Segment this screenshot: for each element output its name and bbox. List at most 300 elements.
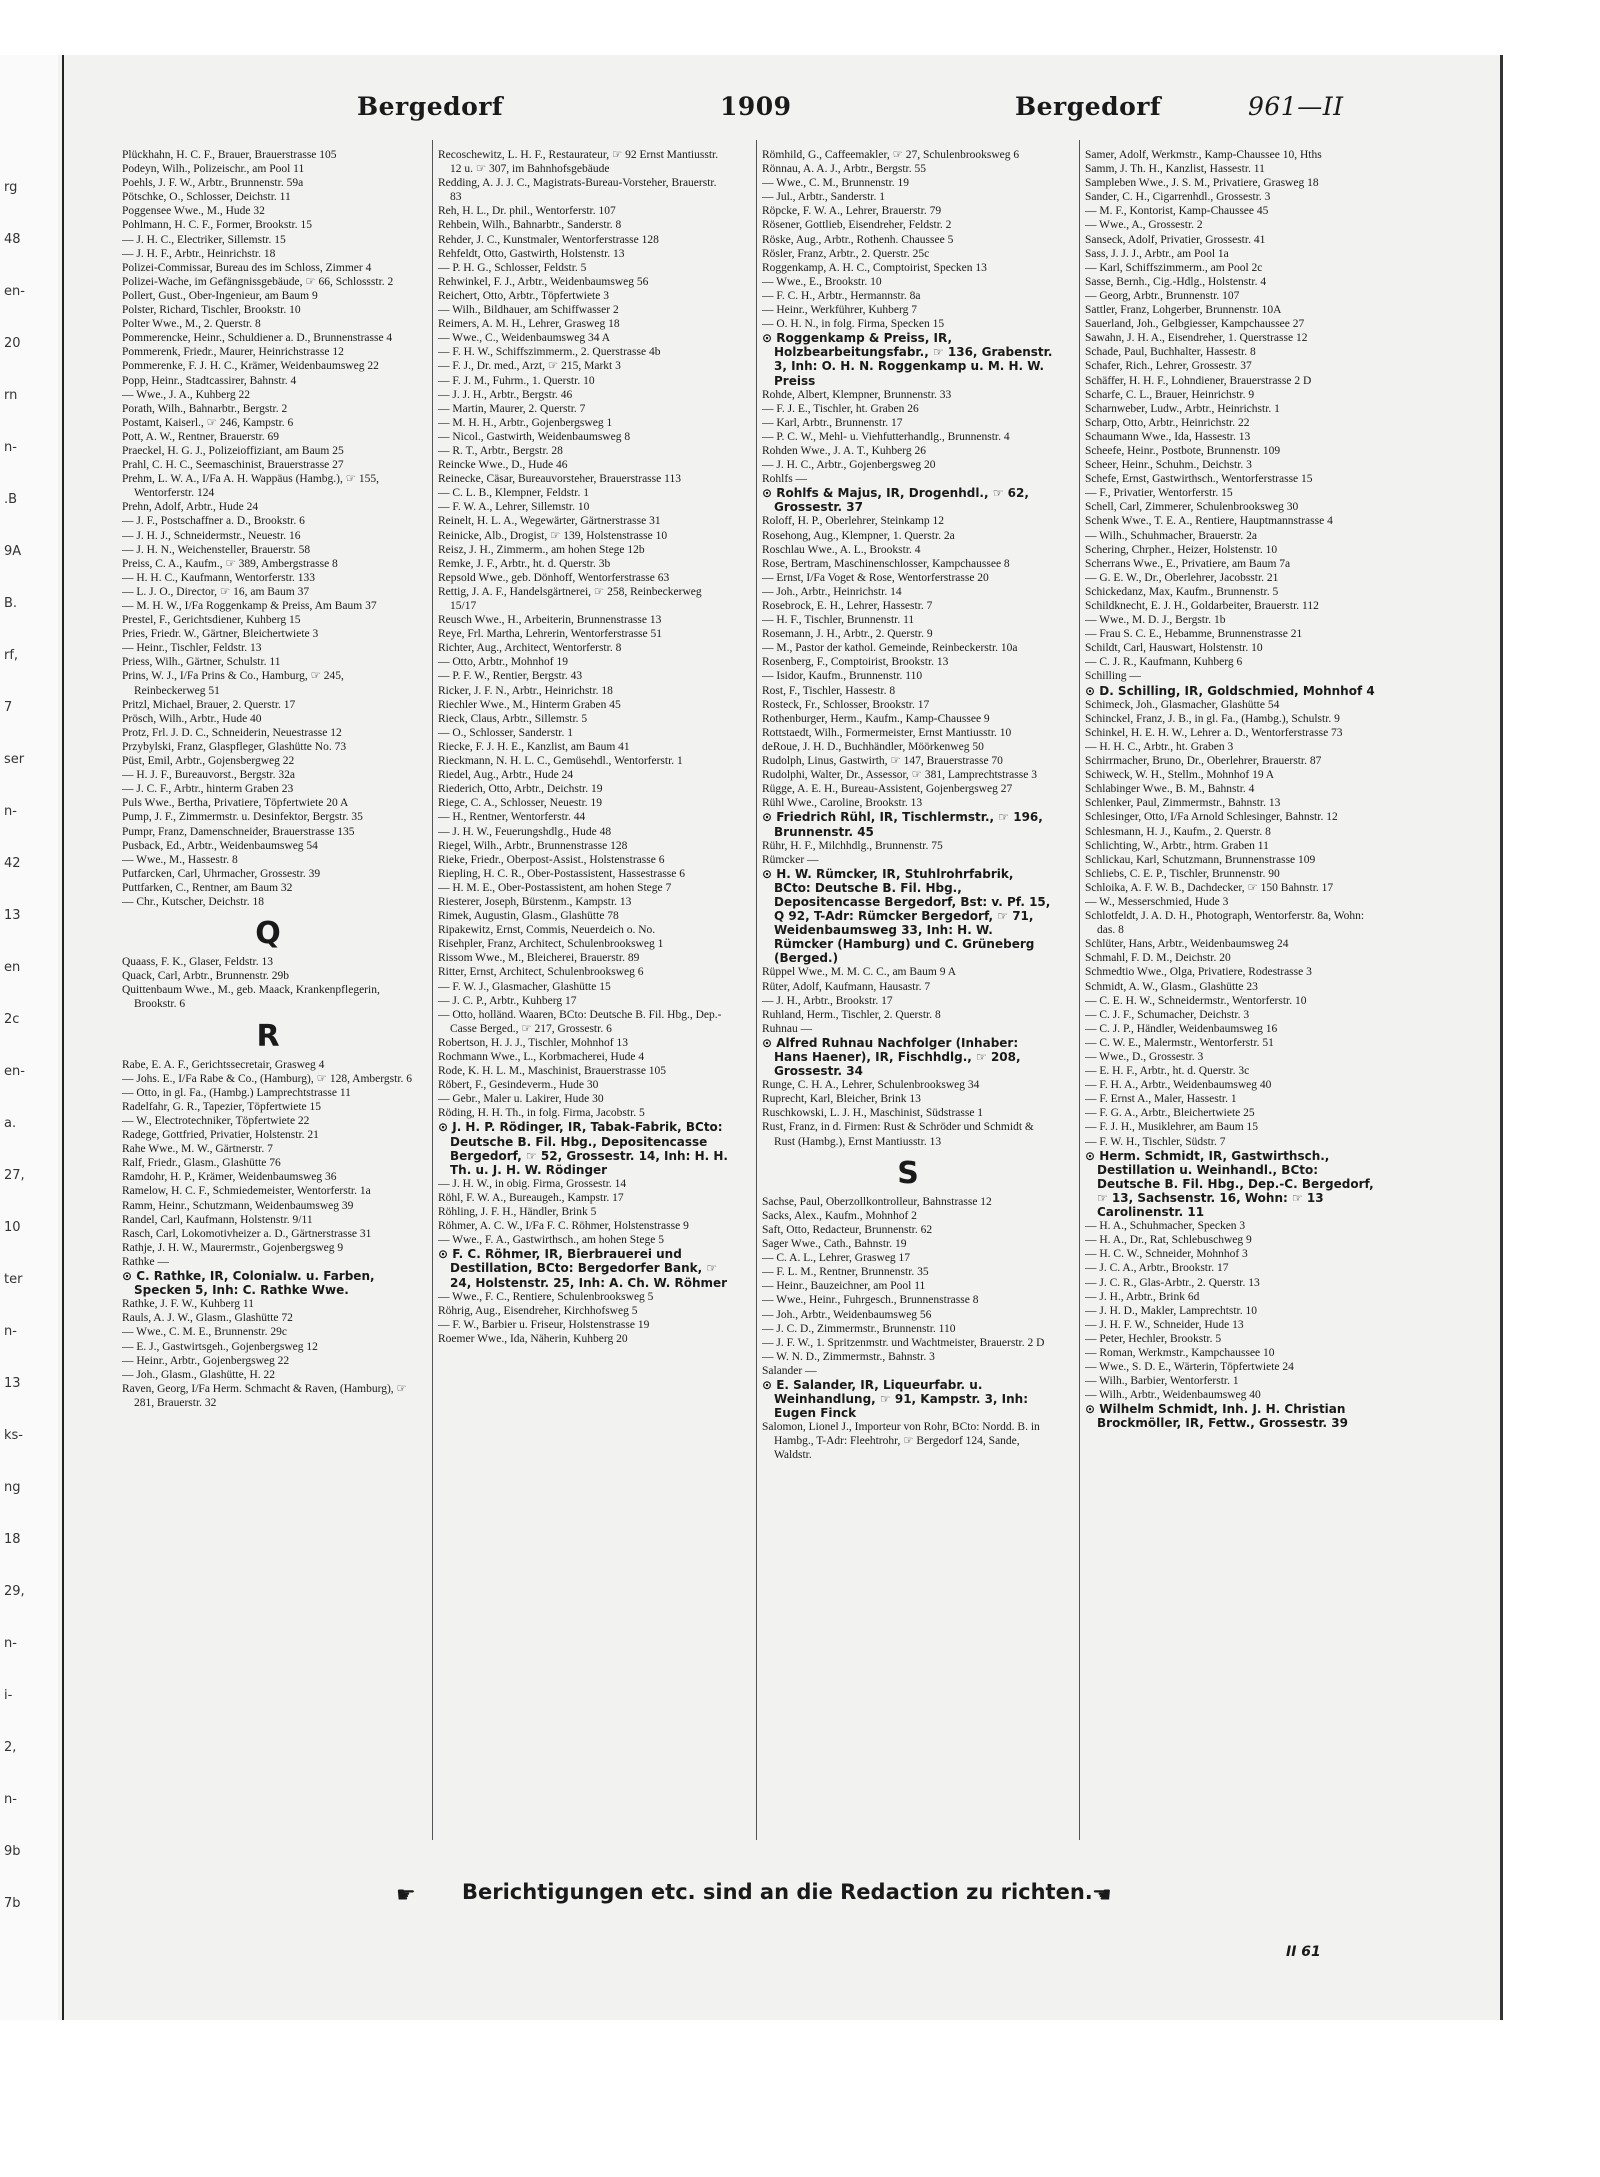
edge-fragment: 2, bbox=[4, 1740, 17, 1755]
directory-entry: — Heinr., Tischler, Feldstr. 13 bbox=[122, 642, 262, 655]
directory-entry: — J. H. D., Makler, Lamprechtstr. 10 bbox=[1085, 1304, 1258, 1317]
directory-entry: Ralf, Friedr., Glasm., Glashütte 76 bbox=[122, 1157, 281, 1170]
directory-entry: — Joh., Arbtr., Heinrichstr. 14 bbox=[762, 585, 902, 598]
directory-entry: — Otto, in gl. Fa., (Hambg.) Lamprechtstrasse 11 bbox=[122, 1086, 351, 1099]
edge-fragment: ng bbox=[4, 1480, 21, 1495]
directory-entry: Ruhnau — bbox=[762, 1022, 813, 1035]
directory-entry: Plückhahn, H. C. F., Brauer, Brauerstrasse 105 bbox=[122, 149, 337, 161]
directory-entry: — J. H. F. W., Schneider, Hude 13 bbox=[1085, 1318, 1244, 1331]
directory-entry: — F. Ernst A., Maler, Hassestr. 1 bbox=[1085, 1093, 1237, 1106]
directory-entry: ⊙ F. C. Röhmer, IR, Bierbrauerei und Destillation, BCto: Bergedorfer Bank, ☞ 24, Holstenstr. 25, Inh: A. Ch. W. Röhmer bbox=[438, 1247, 728, 1290]
directory-entry: Ruprecht, Karl, Bleicher, Brink 13 bbox=[762, 1093, 921, 1106]
directory-entry: Risehpler, Franz, Architect, Schulenbrooksweg 1 bbox=[438, 938, 664, 951]
directory-entry: Rust, Franz, in d. Firmen: Rust & Schröder und Schmidt & Rust (Hambg.), Ernst Mantiusstr. 13 bbox=[762, 1121, 1034, 1148]
directory-entry: Schmidt, A. W., Glasm., Glashütte 23 bbox=[1085, 980, 1258, 993]
directory-entry: Polizei-Wache, im Gefängnissgebäude, ☞ 66, Schlossstr. 2 bbox=[122, 275, 394, 288]
directory-entry: — H. F., Tischler, Brunnenstr. 11 bbox=[762, 614, 915, 627]
directory-entry: — C. A. L., Lehrer, Grasweg 17 bbox=[762, 1252, 911, 1265]
directory-entry: — Joh., Arbtr., Weidenbaumsweg 56 bbox=[762, 1308, 932, 1321]
directory-entry: Samm, J. Th. H., Kanzlist, Hassestr. 11 bbox=[1085, 163, 1265, 176]
directory-entry: Roggenkamp, A. H. C., Comptoirist, Specken 13 bbox=[762, 261, 987, 274]
edge-fragment: B. bbox=[4, 596, 18, 611]
directory-column-2 bbox=[438, 148, 730, 1838]
edge-fragment: 2c bbox=[4, 1012, 20, 1027]
directory-entry: Schinkel, H. E. H. W., Lehrer a. D., Wentorferstrasse 73 bbox=[1085, 726, 1343, 739]
directory-entry: Reh, H. L., Dr. phil., Wentorferstr. 107 bbox=[438, 205, 616, 218]
directory-entry: — F. C. H., Arbtr., Hermannstr. 8a bbox=[762, 289, 921, 302]
directory-entry: — M. F., Kontorist, Kamp-Chaussee 45 bbox=[1085, 205, 1269, 218]
directory-entry: ⊙ Rohlfs & Majus, IR, Drogenhdl., ☞ 62, Grossestr. 37 bbox=[762, 486, 1029, 515]
directory-entry: — H., Rentner, Wentorferstr. 44 bbox=[438, 811, 586, 824]
directory-entry: Scheer, Heinr., Schuhm., Deichstr. 3 bbox=[1085, 459, 1252, 472]
directory-entry: Saft, Otto, Redacteur, Brunnenstr. 62 bbox=[762, 1223, 933, 1236]
directory-entry: Reinecke, Cäsar, Bureauvorsteher, Brauerstrasse 113 bbox=[438, 473, 681, 486]
directory-entry: Röhl, F. W. A., Bureaugeh., Kampstr. 17 bbox=[438, 1191, 624, 1204]
directory-entry: — C. W. E., Malermstr., Wentorferstr. 51 bbox=[1085, 1036, 1274, 1049]
directory-entry: Rehwinkel, F. J., Arbtr., Weidenbaumsweg 56 bbox=[438, 275, 649, 288]
directory-column-4 bbox=[1085, 148, 1377, 1838]
directory-entry: Recoschewitz, L. H. F., Restaurateur, ☞ 92 Ernst Mantiusstr. 12 u. ☞ 307, im Bahnhofsgebäude bbox=[438, 149, 719, 176]
directory-entry: Schlotfeldt, J. A. D. H., Photograph, Wentorferstr. 8a, Wohn: das. 8 bbox=[1085, 910, 1365, 937]
directory-entry: Puttfarken, C., Rentner, am Baum 32 bbox=[122, 881, 293, 894]
directory-entry: Reusch Wwe., H., Arbeiterin, Brunnenstrasse 13 bbox=[438, 614, 662, 627]
directory-entry: Rügge, A. E. H., Bureau-Assistent, Gojenbergsweg 27 bbox=[762, 783, 1013, 796]
edge-fragment: rn bbox=[4, 388, 18, 403]
directory-entry: Schickedanz, Max, Kaufm., Brunnenstr. 5 bbox=[1085, 585, 1279, 598]
directory-entry: — H. J. F., Bureauvorst., Bergstr. 32a bbox=[122, 769, 295, 782]
directory-entry: — Wwe., E., Brookstr. 10 bbox=[762, 275, 882, 288]
directory-entry: Repsold Wwe., geb. Dönhoff, Wentorferstrasse 63 bbox=[438, 571, 670, 584]
footer-notice bbox=[0, 1880, 1600, 1910]
directory-entry: — L. J. O., Director, ☞ 16, am Baum 37 bbox=[122, 585, 310, 598]
directory-entry: Rabe, E. A. F., Gerichtssecretair, Grasweg 4 bbox=[122, 1058, 325, 1071]
directory-entry: Polter Wwe., M., 2. Querstr. 8 bbox=[122, 318, 261, 331]
directory-entry: Rode, K. H. L. M., Maschinist, Brauerstrasse 105 bbox=[438, 1065, 667, 1078]
directory-entry: Schilling — bbox=[1085, 670, 1141, 683]
directory-entry: Roschlau Wwe., A. L., Brookstr. 4 bbox=[762, 543, 921, 556]
directory-entry: — F. W. A., Lehrer, Sillemstr. 10 bbox=[438, 501, 590, 514]
directory-entry: Redding, A. J. J. C., Magistrats-Bureau-Vorsteher, Brauerstr. 83 bbox=[438, 177, 717, 204]
directory-entry: Schäffer, H. H. F., Lohndiener, Brauerstrasse 2 D bbox=[1085, 374, 1312, 387]
edge-fragment: n- bbox=[4, 440, 17, 455]
directory-entry: — J. C. R., Glas-Arbtr., 2. Querstr. 13 bbox=[1085, 1276, 1260, 1289]
directory-entry: Ruhland, Herm., Tischler, 2. Querstr. 8 bbox=[762, 1008, 941, 1021]
directory-entry: Schlichting, W., Arbtr., htrm. Graben 11 bbox=[1085, 839, 1269, 852]
directory-entry: Rauls, A. J. W., Glasm., Glashütte 72 bbox=[122, 1312, 293, 1325]
directory-entry: — C. L. B., Klempner, Feldstr. 1 bbox=[438, 487, 589, 500]
directory-entry: — F. J., Dr. med., Arzt, ☞ 215, Markt 3 bbox=[438, 360, 621, 373]
directory-entry: — Chr., Kutscher, Deichstr. 18 bbox=[122, 895, 264, 908]
directory-entry: — P. F. W., Rentier, Bergstr. 43 bbox=[438, 670, 583, 683]
edge-fragment: i- bbox=[4, 1688, 13, 1703]
directory-entry: Schlüter, Hans, Arbtr., Weidenbaumsweg 24 bbox=[1085, 938, 1289, 951]
header-year: 1909 bbox=[720, 92, 792, 121]
edge-fragment: 9A bbox=[4, 544, 22, 559]
directory-entry: Ritter, Ernst, Architect, Schulenbrooksweg 6 bbox=[438, 966, 644, 979]
directory-entry: Roemer Wwe., Ida, Näherin, Kuhberg 20 bbox=[438, 1332, 628, 1345]
spine-rule bbox=[62, 55, 64, 2020]
directory-entry: Reinicke, Alb., Drogist, ☞ 139, Holstenstrasse 10 bbox=[438, 529, 668, 542]
directory-entry: — H. A., Dr., Rat, Schlebuschweg 9 bbox=[1085, 1234, 1252, 1247]
directory-entry: Rissom Wwe., M., Bleicherei, Brauerstr. 89 bbox=[438, 952, 640, 965]
edge-fragment: en bbox=[4, 960, 21, 975]
directory-entry: Rost, F., Tischler, Hassestr. 8 bbox=[762, 684, 896, 697]
directory-entry: Sanseck, Adolf, Privatier, Grossestr. 41 bbox=[1085, 233, 1266, 246]
directory-entry: Pump, J. F., Zimmermstr. u. Desinfektor, Bergstr. 35 bbox=[122, 811, 363, 824]
column-rule bbox=[756, 140, 757, 1840]
directory-entry: — M., Pastor der kathol. Gemeinde, Reinbeckerstr. 10a bbox=[762, 642, 1018, 655]
directory-entry: — J. H. W., Feuerungshdlg., Hude 48 bbox=[438, 825, 612, 838]
directory-entry: — J. H. J., Schneidermstr., Neuestr. 16 bbox=[122, 529, 301, 542]
directory-entry: Schenk Wwe., T. E. A., Rentiere, Hauptmannstrasse 4 bbox=[1085, 515, 1333, 528]
directory-entry: Rasch, Carl, Lokomotivheizer a. D., Gärtnerstrasse 31 bbox=[122, 1227, 372, 1240]
directory-entry: Richter, Aug., Architect, Wentorferstr. 8 bbox=[438, 642, 622, 655]
directory-entry: Scheefe, Heinr., Postbote, Brunnenstr. 109 bbox=[1085, 444, 1281, 457]
directory-entry: — O., Schlosser, Sanderstr. 1 bbox=[438, 726, 573, 739]
directory-entry: Schmahl, F. D. M., Deichstr. 20 bbox=[1085, 952, 1231, 965]
directory-entry: Schafer, Rich., Lehrer, Grossestr. 37 bbox=[1085, 360, 1252, 373]
directory-entry: Putfarcken, Carl, Uhrmacher, Grossestr. 39 bbox=[122, 867, 321, 880]
directory-entry: Schlesinger, Otto, I/Fa Arnold Schlesinger, Bahnstr. 12 bbox=[1085, 811, 1338, 824]
directory-entry: — P. C. W., Mehl- u. Viehfutterhandlg., Brunnenstr. 4 bbox=[762, 430, 1010, 443]
directory-entry: Ramm, Heinr., Schutzmann, Weidenbaumsweg 39 bbox=[122, 1199, 354, 1212]
edge-fragment: ks- bbox=[4, 1428, 23, 1443]
directory-entry: — Frau S. C. E., Hebamme, Brunnenstrasse 21 bbox=[1085, 628, 1303, 641]
edge-fragment: en- bbox=[4, 1064, 25, 1079]
directory-entry: Sawahn, J. H. A., Eisendreher, 1. Querstrasse 12 bbox=[1085, 332, 1308, 345]
directory-entry: — Wilh., Bildhauer, am Schiffwasser 2 bbox=[438, 304, 619, 317]
directory-entry: Rehbein, Wilh., Bahnarbtr., Sanderstr. 8 bbox=[438, 219, 622, 232]
directory-entry: Ricker, J. F. N., Arbtr., Heinrichstr. 18 bbox=[438, 684, 613, 697]
directory-entry: Reye, Frl. Martha, Lehrerin, Wentorferstrasse 51 bbox=[438, 628, 662, 641]
directory-entry: — Joh., Glasm., Glashütte, H. 22 bbox=[122, 1368, 276, 1381]
directory-entry: Rümcker — bbox=[762, 853, 819, 866]
directory-entry: — C. J. P., Händler, Weidenbaumsweg 16 bbox=[1085, 1022, 1278, 1035]
directory-entry: — J. C. F., Arbtr., hinterm Graben 23 bbox=[122, 783, 294, 796]
directory-entry: Sattler, Franz, Lohgerber, Brunnenstr. 10A bbox=[1085, 304, 1282, 317]
directory-entry: — W. N. D., Zimmermstr., Bahnstr. 3 bbox=[762, 1350, 935, 1363]
directory-entry: Rösener, Gottlieb, Eisendreher, Feldstr. 2 bbox=[762, 219, 952, 232]
directory-entry: Scharp, Otto, Arbtr., Heinrichstr. 22 bbox=[1085, 416, 1250, 429]
directory-entry: — Peter, Hechler, Brookstr. 5 bbox=[1085, 1332, 1222, 1345]
directory-entry: Schlesmann, H. J., Kaufm., 2. Querstr. 8 bbox=[1085, 825, 1271, 838]
directory-entry: Remke, J. F., Arbtr., ht. d. Querstr. 3b bbox=[438, 557, 611, 570]
section-letter: Q bbox=[255, 916, 281, 952]
edge-fragment: 7b bbox=[4, 1896, 21, 1911]
directory-entry: Schildknecht, E. J. H., Goldarbeiter, Brauerstr. 112 bbox=[1085, 600, 1319, 612]
directory-entry: Radege, Gottfried, Privatier, Holstenstr. 21 bbox=[122, 1129, 319, 1142]
directory-entry: Prestel, F., Gerichtsdiener, Kuhberg 15 bbox=[122, 614, 301, 627]
directory-entry: — J. H., Arbtr., Brookstr. 17 bbox=[762, 994, 893, 1007]
directory-entry: Riedel, Aug., Arbtr., Hude 24 bbox=[438, 769, 574, 782]
directory-entry: Schaumann Wwe., Ida, Hassestr. 13 bbox=[1085, 430, 1251, 443]
directory-entry: Schering, Chrpher., Heizer, Holstenstr. 10 bbox=[1085, 543, 1278, 556]
directory-entry: Rathke — bbox=[122, 1255, 169, 1268]
directory-entry: — H. H. C., Kaufmann, Wentorferstr. 133 bbox=[122, 571, 316, 584]
directory-entry: Samer, Adolf, Werkmstr., Kamp-Chaussee 10, Hths bbox=[1085, 149, 1322, 161]
directory-entry: — Wwe., Heinr., Fuhrgesch., Brunnenstrasse 8 bbox=[762, 1294, 979, 1307]
directory-entry: — J. C. P., Arbtr., Kuhberg 17 bbox=[438, 994, 577, 1007]
directory-entry: — W., Messerschmied, Hude 3 bbox=[1085, 895, 1229, 908]
directory-entry: Schliebs, C. E. P., Tischler, Brunnenstr. 90 bbox=[1085, 867, 1280, 880]
directory-entry: — Jul., Arbtr., Sanderstr. 1 bbox=[762, 191, 885, 204]
directory-entry: Ramelow, H. C. F., Schmiedemeister, Wentorferstr. 1a bbox=[122, 1185, 371, 1198]
directory-entry: Priess, Wilh., Gärtner, Schulstr. 11 bbox=[122, 656, 281, 669]
pointing-hand-icon: ☛ bbox=[396, 1882, 416, 1907]
directory-entry: Rettig, J. A. F., Handelsgärtnerei, ☞ 258, Reinbeckerweg 15/17 bbox=[438, 585, 702, 612]
directory-entry: Rehfeldt, Otto, Gastwirth, Holstenstr. 13 bbox=[438, 247, 625, 260]
directory-entry: Salander — bbox=[762, 1364, 817, 1377]
directory-entry: Pusback, Ed., Arbtr., Weidenbaumsweg 54 bbox=[122, 839, 318, 852]
directory-entry: Rosteck, Fr., Schlosser, Brookstr. 17 bbox=[762, 698, 930, 711]
directory-entry: Poehls, J. F. W., Arbtr., Brunnenstr. 59a bbox=[122, 177, 304, 190]
directory-entry: Schiweck, W. H., Stellm., Mohnhof 19 A bbox=[1085, 769, 1275, 782]
directory-entry: Rudolphi, Walter, Dr., Assessor, ☞ 381, Lamprechtstrasse 3 bbox=[762, 769, 1037, 782]
directory-entry: — Wwe., C. M., Brunnenstr. 19 bbox=[762, 177, 910, 190]
directory-entry: Schade, Paul, Buchhalter, Hassestr. 8 bbox=[1085, 346, 1256, 359]
directory-entry: Rohde, Albert, Klempner, Brunnenstr. 33 bbox=[762, 388, 952, 401]
directory-entry: — M. H. W., I/Fa Roggenkamp & Preiss, Am Baum 37 bbox=[122, 600, 377, 612]
directory-entry: Rosemann, J. H., Arbtr., 2. Querstr. 9 bbox=[762, 628, 933, 641]
directory-entry: Pumpr, Franz, Damenschneider, Brauerstrasse 135 bbox=[122, 825, 355, 838]
directory-entry: Przybylski, Franz, Glaspfleger, Glashütte No. 73 bbox=[122, 740, 347, 753]
directory-entry: Raven, Georg, I/Fa Herm. Schmacht & Raven, (Hamburg), ☞ 281, Brauerstr. 32 bbox=[122, 1382, 407, 1409]
directory-entry: Rohden Wwe., J. A. T., Kuhberg 26 bbox=[762, 444, 926, 457]
directory-entry: Pommerenke, F. J. H. C., Krämer, Weidenbaumsweg 22 bbox=[122, 360, 379, 373]
directory-entry: Rüppel Wwe., M. M. C. C., am Baum 9 A bbox=[762, 966, 957, 979]
section-letter: R bbox=[256, 1018, 280, 1054]
right-page-border bbox=[1500, 55, 1503, 2020]
directory-entry: Riecke, F. J. H. E., Kanzlist, am Baum 41 bbox=[438, 740, 630, 753]
directory-entry: deRoue, J. H. D., Buchhändler, Möörkenweg 50 bbox=[762, 740, 984, 753]
directory-entry: — F. J. M., Fuhrm., 1. Querstr. 10 bbox=[438, 374, 595, 387]
directory-entry: — F. J. E., Tischler, ht. Graben 26 bbox=[762, 402, 919, 415]
edge-fragment: n- bbox=[4, 1324, 17, 1339]
edge-fragment: 13 bbox=[4, 908, 21, 923]
directory-entry: Rüter, Adolf, Kaufmann, Hausastr. 7 bbox=[762, 980, 931, 993]
directory-entry: Rieckmann, N. H. L. C., Gemüsehdl., Wentorferstr. 1 bbox=[438, 755, 683, 768]
directory-entry: — J. C. D., Zimmermstr., Brunnenstr. 110 bbox=[762, 1322, 956, 1335]
directory-entry: — Wilh., Arbtr., Weidenbaumsweg 40 bbox=[1085, 1389, 1261, 1402]
directory-entry: Rieck, Claus, Arbtr., Sillemstr. 5 bbox=[438, 712, 588, 725]
directory-entry: — Heinr., Arbtr., Gojenbergsweg 22 bbox=[122, 1354, 290, 1367]
directory-entry: Protz, Frl. J. D. C., Schneiderin, Neuestrasse 12 bbox=[122, 726, 342, 739]
directory-entry: Röske, Aug., Arbtr., Rothenh. Chaussee 5 bbox=[762, 233, 954, 246]
directory-entry: — Wwe., M. D. J., Bergstr. 1b bbox=[1085, 614, 1226, 627]
directory-entry: — G. E. W., Dr., Oberlehrer, Jacobsstr. 21 bbox=[1085, 571, 1279, 584]
directory-entry: ⊙ D. Schilling, IR, Goldschmied, Mohnhof 4 bbox=[1085, 683, 1375, 698]
directory-entry: Schell, Carl, Zimmerer, Schulenbrooksweg 30 bbox=[1085, 501, 1299, 514]
directory-entry: ⊙ Friedrich Rühl, IR, Tischlermstr., ☞ 196, Brunnenstr. 45 bbox=[762, 810, 1043, 839]
directory-entry: — J. H. C., Electriker, Sillemstr. 15 bbox=[122, 233, 286, 246]
directory-entry: — Wwe., M., Hassestr. 8 bbox=[122, 853, 238, 866]
directory-entry: Riegel, Wilh., Arbtr., Brunnenstrasse 128 bbox=[438, 839, 628, 852]
directory-entry: — C. J. R., Kaufmann, Kuhberg 6 bbox=[1085, 656, 1243, 669]
directory-entry: Sachse, Paul, Oberzollkontrolleur, Bahnstrasse 12 bbox=[762, 1195, 992, 1208]
directory-entry: Röpcke, F. W. A., Lehrer, Brauerstr. 79 bbox=[762, 205, 942, 218]
edge-fragment: 9b bbox=[4, 1844, 21, 1859]
directory-entry: Riechler Wwe., M., Hinterm Graben 45 bbox=[438, 698, 621, 711]
directory-entry: — Wwe., F. C., Rentiere, Schulenbrooksweg 5 bbox=[438, 1290, 654, 1303]
directory-entry: Rosebrock, E. H., Lehrer, Hassestr. 7 bbox=[762, 600, 933, 612]
directory-entry: Roloff, H. P., Oberlehrer, Steinkamp 12 bbox=[762, 515, 945, 528]
edge-fragment: ter bbox=[4, 1272, 23, 1287]
directory-entry: ⊙ C. Rathke, IR, Colonialw. u. Farben, Specken 5, Inh: C. Rathke Wwe. bbox=[122, 1269, 375, 1298]
directory-entry: — H. A., Schuhmacher, Specken 3 bbox=[1085, 1220, 1246, 1233]
directory-entry: — Wwe., S. D. E., Wärterin, Töpfertwiete 24 bbox=[1085, 1361, 1294, 1374]
directory-entry: — F. J. H., Musiklehrer, am Baum 15 bbox=[1085, 1121, 1259, 1134]
directory-entry: Rochmann Wwe., L., Korbmacherei, Hude 4 bbox=[438, 1051, 645, 1063]
directory-entry: ⊙ Roggenkamp & Preiss, IR, Holzbearbeitungsfabr., ☞ 136, Grabenstr. 3, Inh: O. H. N. Roggenkamp u. M. H. W. Preiss bbox=[762, 331, 1053, 388]
directory-entry: Reisz, J. H., Zimmerm., am hohen Stege 12b bbox=[438, 543, 645, 556]
directory-entry: Poggensee Wwe., M., Hude 32 bbox=[122, 205, 265, 218]
directory-entry: — M. H. H., Arbtr., Gojenbergsweg 1 bbox=[438, 416, 613, 429]
directory-entry: Rühl Wwe., Caroline, Brookstr. 13 bbox=[762, 797, 923, 810]
directory-entry: ⊙ E. Salander, IR, Liqueurfabr. u. Weinhandlung, ☞ 91, Kampstr. 3, Inh: Eugen Finck bbox=[762, 1377, 1029, 1421]
directory-entry: Polizei-Commissar, Bureau des im Schloss, Zimmer 4 bbox=[122, 261, 372, 274]
directory-entry: Reincke Wwe., D., Hude 46 bbox=[438, 459, 568, 472]
directory-entry: — J. C. A., Arbtr., Brookstr. 17 bbox=[1085, 1262, 1229, 1275]
directory-entry: — F. W., Barbier u. Friseur, Holstenstrasse 19 bbox=[438, 1318, 650, 1331]
directory-entry: — Wwe., D., Grossestr. 3 bbox=[1085, 1051, 1204, 1063]
directory-entry: Sager Wwe., Cath., Bahnstr. 19 bbox=[762, 1238, 907, 1251]
directory-entry: Randel, Carl, Kaufmann, Holstenstr. 9/11 bbox=[122, 1213, 313, 1226]
directory-entry: — H. M. E., Ober-Postassistent, am hohen Stege 7 bbox=[438, 881, 672, 894]
directory-entry: Reichert, Otto, Arbtr., Töpfertwiete 3 bbox=[438, 289, 609, 302]
directory-entry: — Wilh., Schuhmacher, Brauerstr. 2a bbox=[1085, 529, 1257, 542]
directory-entry: Sauerland, Joh., Gelbgiesser, Kampchaussee 27 bbox=[1085, 318, 1305, 331]
directory-entry: — J. F. W., 1. Spritzenmstr. und Wachtmeister, Brauerstr. 2 D bbox=[762, 1336, 1045, 1349]
directory-entry: — Wwe., F. A., Gastwirthsch., am hohen Stege 5 bbox=[438, 1234, 664, 1247]
edge-fragment: .B bbox=[4, 492, 18, 507]
directory-entry: — H. C. W., Schneider, Mohnhof 3 bbox=[1085, 1248, 1248, 1261]
directory-entry: Robertson, H. J. J., Tischler, Mohnhof 13 bbox=[438, 1036, 628, 1049]
directory-entry: Runge, C. H. A., Lehrer, Schulenbrooksweg 34 bbox=[762, 1079, 980, 1092]
directory-entry: Rieke, Friedr., Oberpost-Assist., Holstenstrasse 6 bbox=[438, 853, 665, 866]
edge-fragment: rg bbox=[4, 180, 18, 195]
directory-entry: ⊙ Herm. Schmidt, IR, Gastwirthsch., Destillation u. Weinhandl., BCto: Deutsche B. Fil. Hbg., Dep.-C. Bergedorf, ☞ 13, Sachsenstr. 16, Wohn: ☞ 13 Carolinenstr. 11 bbox=[1085, 1148, 1374, 1220]
directory-entry: — F. W. J., Glasmacher, Glashütte 15 bbox=[438, 980, 611, 993]
directory-entry: Reinelt, H. L. A., Wegewärter, Gärtnerstrasse 31 bbox=[438, 515, 661, 528]
directory-entry: — F. L. M., Rentner, Brunnenstr. 35 bbox=[762, 1266, 929, 1279]
directory-entry: — Roman, Werkmstr., Kampchaussee 10 bbox=[1085, 1346, 1275, 1359]
directory-entry: — Georg, Arbtr., Brunnenstr. 107 bbox=[1085, 289, 1240, 302]
directory-entry: — E. J., Gastwirtsgeh., Gojenbergsweg 12 bbox=[122, 1340, 318, 1353]
directory-entry: — F., Privatier, Wentorferstr. 15 bbox=[1085, 487, 1233, 500]
directory-entry: Puls Wwe., Bertha, Privatiere, Töpfertwiete 20 A bbox=[122, 797, 349, 810]
directory-entry: Prehn, Adolf, Arbtr., Hude 24 bbox=[122, 501, 259, 514]
directory-entry: Schirrmacher, Bruno, Dr., Oberlehrer, Brauerstr. 87 bbox=[1085, 755, 1322, 768]
directory-entry: Sacks, Alex., Kaufm., Mohnhof 2 bbox=[762, 1209, 917, 1222]
directory-entry: Rothenburger, Herm., Kaufm., Kamp-Chaussee 9 bbox=[762, 712, 990, 725]
directory-entry: — Karl, Schiffszimmerm., am Pool 2c bbox=[1085, 261, 1263, 274]
edge-fragment: 18 bbox=[4, 1532, 21, 1547]
directory-entry: Rönnau, A. A. J., Arbtr., Bergstr. 55 bbox=[762, 163, 926, 176]
column-rule bbox=[432, 140, 433, 1840]
edge-fragment: n- bbox=[4, 804, 17, 819]
directory-entry: Sander, C. H., Cigarrenhdl., Grossestr. 3 bbox=[1085, 191, 1271, 204]
directory-entry: Reimers, A. M. H., Lehrer, Grasweg 18 bbox=[438, 318, 620, 331]
directory-entry: Rösler, Franz, Arbtr., 2. Querstr. 25c bbox=[762, 247, 930, 260]
directory-entry: Riege, C. A., Schlosser, Neuestr. 19 bbox=[438, 797, 603, 810]
edge-fragment: 13 bbox=[4, 1376, 21, 1391]
edge-fragment: en- bbox=[4, 284, 25, 299]
directory-entry: Rose, Bertram, Maschinenschlosser, Kampchaussee 8 bbox=[762, 557, 1010, 570]
directory-entry: ⊙ H. W. Rümcker, IR, Stuhlrohrfabrik, BCto: Deutsche B. Fil. Hbg., Depositencasse Bergedorf, Bst: v. Pf. 15, Q 92, T-Adr: Rümcker Bergedorf, ☞ 71, Weidenbaumsweg 33, Inh: H. W. Rümcker (Hamburg) und C. Grüneberg (Berged.) bbox=[762, 866, 1051, 966]
edge-fragment: 20 bbox=[4, 336, 21, 351]
directory-entry: — F. W. H., Tischler, Südstr. 7 bbox=[1085, 1135, 1226, 1148]
edge-fragment: 29, bbox=[4, 1584, 25, 1599]
directory-entry: Schlickau, Karl, Schutzmann, Brunnenstrasse 109 bbox=[1085, 853, 1316, 866]
directory-entry: — Wilh., Barbier, Wentorferstr. 1 bbox=[1085, 1375, 1239, 1388]
directory-entry: Rohlfs — bbox=[762, 473, 808, 486]
directory-entry: — E. H. F., Arbtr., ht. d. Querstr. 3c bbox=[1085, 1065, 1250, 1078]
edge-fragment: a. bbox=[4, 1116, 17, 1131]
directory-entry: — J. F., Postschaffner a. D., Brookstr. 6 bbox=[122, 515, 305, 528]
header-page-number: 961—II bbox=[1248, 92, 1344, 121]
directory-entry: — H. H. C., Arbtr., ht. Graben 3 bbox=[1085, 740, 1234, 753]
directory-entry: ⊙ Wilhelm Schmidt, Inh. J. H. Christian Brockmöller, IR, Fettw., Grossestr. 39 bbox=[1085, 1402, 1348, 1431]
directory-entry: Röhmer, A. C. W., I/Fa F. C. Röhmer, Holstenstrasse 9 bbox=[438, 1220, 689, 1233]
directory-entry: Röhling, J. F. H., Händler, Brink 5 bbox=[438, 1206, 597, 1219]
directory-entry: Rottstaedt, Wilh., Formermeister, Ernst Mantiusstr. 10 bbox=[762, 726, 1012, 739]
directory-entry: Röding, H. H. Th., in folg. Firma, Jacobstr. 5 bbox=[438, 1107, 645, 1120]
directory-entry: Riederich, Otto, Arbtr., Deichstr. 19 bbox=[438, 783, 603, 796]
directory-entry: Prins, W. J., I/Fa Prins & Co., Hamburg, ☞ 245, Reinbeckerweg 51 bbox=[122, 670, 344, 697]
directory-entry: Praeckel, H. G. J., Polizeioffiziant, am Baum 25 bbox=[122, 444, 344, 457]
directory-entry: Riepling, H. C. R., Ober-Postassistent, Hassestrasse 6 bbox=[438, 867, 686, 880]
directory-entry: Prahl, C. H. C., Seemaschinist, Brauerstrasse 27 bbox=[122, 459, 344, 472]
directory-entry: Postamt, Kaiserl., ☞ 246, Kampstr. 6 bbox=[122, 416, 294, 429]
directory-entry: Sampleben Wwe., J. S. M., Privatiere, Grasweg 18 bbox=[1085, 177, 1319, 190]
directory-entry: Riesterer, Joseph, Bürstenm., Kampstr. 13 bbox=[438, 895, 632, 908]
directory-entry: — Heinr., Bauzeichner, am Pool 11 bbox=[762, 1280, 926, 1293]
directory-entry: — J. H. W., in obig. Firma, Grossestr. 14 bbox=[438, 1177, 627, 1190]
header-place-left: Bergedorf bbox=[357, 92, 504, 121]
directory-entry: — Otto, holländ. Waaren, BCto: Deutsche B. Fil. Hbg., Dep.-Casse Berged., ☞ 217, Grossestr. 6 bbox=[438, 1008, 722, 1035]
directory-entry: Scharnweber, Ludw., Arbtr., Heinrichstr. 1 bbox=[1085, 402, 1280, 415]
edge-fragment: 42 bbox=[4, 856, 21, 871]
directory-entry: Quack, Carl, Arbtr., Brunnenstr. 29b bbox=[122, 970, 290, 983]
directory-entry: Rathje, J. H. W., Maurermstr., Gojenbergsweg 9 bbox=[122, 1241, 344, 1254]
directory-entry: Schmedtio Wwe., Olga, Privatiere, Rodestrasse 3 bbox=[1085, 966, 1312, 979]
directory-entry: Polster, Richard, Tischler, Brookstr. 10 bbox=[122, 304, 301, 317]
directory-entry: — J. J. H., Arbtr., Bergstr. 46 bbox=[438, 388, 573, 401]
directory-entry: — J. H. C., Arbtr., Gojenbergsweg 20 bbox=[762, 459, 936, 472]
directory-column-1 bbox=[122, 148, 414, 1838]
directory-entry: ⊙ J. H. P. Rödinger, IR, Tabak-Fabrik, BCto: Deutsche B. Fil. Hbg., Depositencasse Bergedorf, ☞ 52, Grossestr. 14, Inh: H. H. Th. u. J. H. W. Rödinger bbox=[438, 1120, 728, 1177]
directory-entry: Prehm, L. W. A., I/Fa A. H. Wappäus (Hambg.), ☞ 155, Wentorferstr. 124 bbox=[122, 473, 380, 500]
directory-entry: — Martin, Maurer, 2. Querstr. 7 bbox=[438, 402, 586, 415]
directory-entry: ⊙ Alfred Ruhnau Nachfolger (Inhaber: Hans Haener), IR, Fischhdlg., ☞ 208, Grossestr. 34 bbox=[762, 1035, 1021, 1079]
edge-fragment: 10 bbox=[4, 1220, 21, 1235]
directory-entry: — J. H. F., Arbtr., Heinrichstr. 18 bbox=[122, 247, 276, 260]
directory-entry: Schinckel, Franz, J. B., in gl. Fa., (Hambg.), Schulstr. 9 bbox=[1085, 712, 1340, 725]
directory-column-3 bbox=[762, 148, 1054, 1838]
directory-entry: Pollert, Gust., Ober-Ingenieur, am Baum 9 bbox=[122, 289, 318, 302]
directory-entry: Rimek, Augustin, Glasm., Glashütte 78 bbox=[438, 910, 619, 923]
edge-fragment: n- bbox=[4, 1636, 17, 1651]
directory-entry: Pommerencke, Heinr., Schuldiener a. D., Brunnenstrasse 4 bbox=[122, 332, 393, 345]
edge-fragment: ser bbox=[4, 752, 25, 767]
directory-entry: Podeyn, Wilh., Polizeischr., am Pool 11 bbox=[122, 163, 305, 176]
directory-entry: Salomon, Lionel J., Importeur von Rohr, BCto: Nordd. B. in Hambg., T-Adr: Fleehtrohr, ☞ Bergedorf 124, Sande, Waldstr. bbox=[762, 1421, 1040, 1462]
directory-entry: — O. H. N., in folg. Firma, Specken 15 bbox=[762, 318, 945, 331]
directory-entry: Quaass, F. K., Glaser, Feldstr. 13 bbox=[122, 956, 273, 969]
directory-entry: Sass, J. J. J., Arbtr., am Pool 1a bbox=[1085, 247, 1229, 260]
directory-entry: Schefe, Ernst, Gastwirthsch., Wentorferstrasse 15 bbox=[1085, 473, 1313, 486]
pointing-hand-icon: ☚ bbox=[1092, 1882, 1112, 1907]
